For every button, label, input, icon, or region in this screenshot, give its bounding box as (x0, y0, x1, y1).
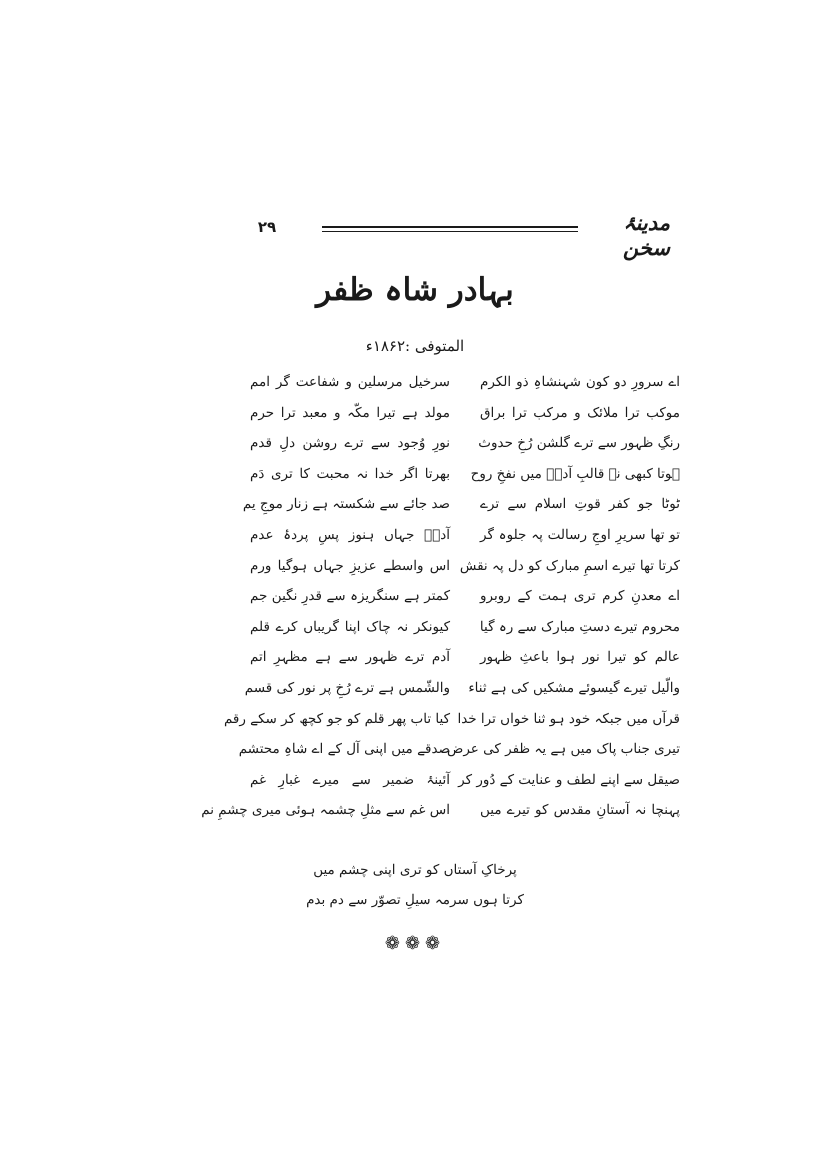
couplet-row (250, 645, 680, 676)
poet-name: بہادر شاہ ظفر (316, 272, 514, 308)
couplet-row (250, 523, 680, 554)
second-hemistich: آئینۂ ضمیر سے میرے غبارِ غم (250, 771, 450, 788)
couplet-row (223, 707, 680, 738)
couplet-row (242, 492, 680, 523)
final-couplet-line-2: کرتا ہوں سرمہ سیلِ تصوّر سے دم بدم (306, 892, 524, 908)
first-hemistich: محروم تیرے دستِ مبارک سے رہ گیا (479, 618, 680, 635)
couplet-row (238, 737, 680, 768)
first-hemistich: ہوتا کبھی نہ قالبِ آدمؑ میں نفخِ روح (470, 465, 680, 482)
second-hemistich: بھرتا اگر خدا نہ محبت کا تری دَم (250, 465, 450, 482)
second-hemistich: کیا تاب پھر قلم کو جو کچھ کر سکے رقم (223, 710, 450, 727)
final-couplet (300, 858, 530, 918)
first-hemistich: ٹوٹا جو کفر قوتِ اسلام سے ترے (480, 496, 680, 513)
first-hemistich: اے معدنِ کرم تری ہمت کے روبرو (480, 588, 680, 605)
first-hemistich: والّیل تیرے گیسوئے مشکیں کی ہے ثناء (468, 679, 680, 696)
couplet-row (250, 554, 680, 585)
first-hemistich: تیری جناب پاک میں ہے یہ ظفر کی عرض (447, 741, 680, 758)
first-hemistich: پہنچا نہ آستانِ مقدس کو تیرے میں (480, 802, 680, 819)
first-hemistich: کرتا تھا تیرے اسمِ مبارک کو دل پہ نقش (459, 557, 680, 574)
second-hemistich: آدمؑ جہاں ہنوز پسِ پردۂ عدم (250, 526, 450, 543)
couplet-row (250, 401, 680, 432)
flower-ornament-icon: ❁❁❁ (384, 933, 446, 954)
second-hemistich: اس غم سے مثلِ چشمہ ہوئی میری چشمِ نم (201, 802, 450, 819)
first-hemistich: رنگِ ظہور سے ترے گلشن رُخِ حدوث (478, 435, 680, 452)
second-hemistich: کیونکر نہ چاک اپنا گریباں کرے قلم (250, 618, 450, 635)
second-hemistich: والشّمس ہے ترے رُخِ پر نور کی قسم (244, 679, 450, 696)
final-couplet-line-1: پرخاکِ آستاں کو تری اپنی چشم میں (313, 862, 517, 878)
first-hemistich: عالم کو تیرا نور ہوا باعثِ ظہور (480, 649, 680, 666)
couplet-row (250, 370, 680, 401)
couplet-row (250, 431, 680, 462)
first-hemistich: صیقل سے اپنے لطف و عنایت کے دُور کر (458, 771, 680, 788)
second-hemistich: کمتر ہے سنگریزہ سے قدرِ نگین جم (250, 588, 450, 605)
poet-dates: المتوفی :۱۸۶۲ء (365, 337, 465, 355)
couplet-row (250, 768, 680, 799)
first-hemistich: اے سرورِ دو کون شہنشاہِ ذو الکرم (480, 374, 680, 390)
first-hemistich: قرآں میں جبکہ خود ہو ثنا خواں ترا خدا (457, 710, 680, 727)
first-hemistich: تو تھا سریرِ اوجِ رسالت پہ جلوہ گر (480, 526, 680, 543)
couplet-row (250, 615, 680, 646)
second-hemistich: آدم ترے ظہور سے ہے مظہرِ اتم (250, 649, 450, 666)
second-hemistich: نورِ وُجود سے ترے روشن دلِ قدم (250, 435, 450, 452)
couplet-row (201, 798, 680, 829)
second-hemistich: صد جائے سے شکستہ ہے زنار موجِ یم (242, 496, 450, 513)
second-hemistich: مولد ہے تیرا مکّہ و معبد ترا حرم (250, 404, 450, 421)
page-number: ۲۹ (257, 218, 277, 236)
couplet-row (250, 462, 680, 493)
running-title: مدینۂ سخن (622, 210, 670, 260)
second-hemistich: سرخیل مرسلین و شفاعت گر امم (250, 374, 450, 390)
first-hemistich: موکب ترا ملائک و مرکب ترا براق (480, 404, 680, 421)
second-hemistich: اس واسطے عزیزِ جہاں ہوگیا ورم (250, 557, 450, 574)
couplet-row (250, 584, 680, 615)
couplets (201, 370, 680, 829)
second-hemistich: صدقے میں اپنی آل کے اے شاہِ محتشم (238, 741, 450, 758)
couplet-row (244, 676, 680, 707)
header-rule (322, 226, 578, 232)
